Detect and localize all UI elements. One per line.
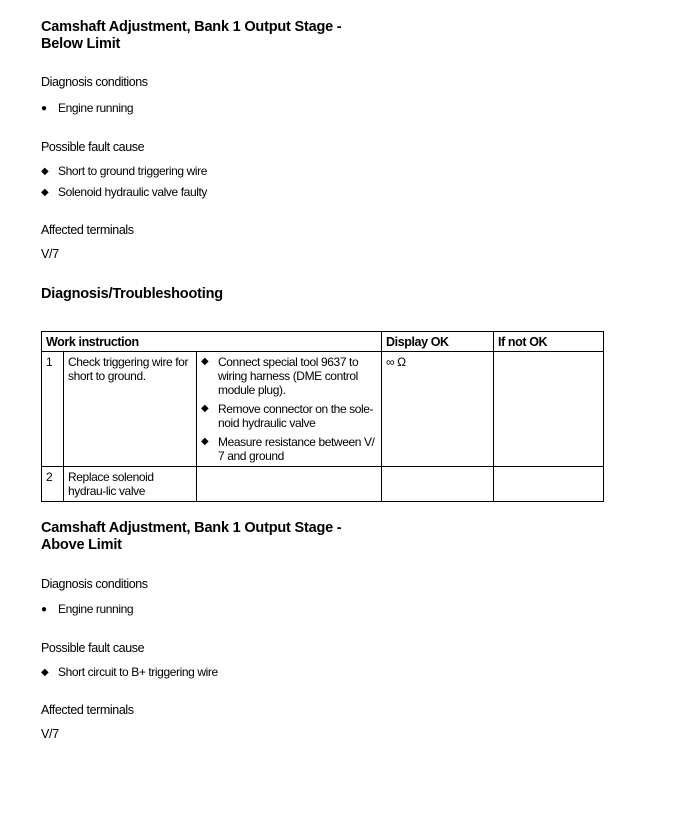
list-item-text: Engine running [58, 101, 134, 115]
action-item [201, 402, 377, 430]
section-1-fault-cause-item [41, 164, 207, 179]
section-2-diagnosis-conditions-label: Diagnosis conditions [41, 577, 148, 591]
bullet-diamond-icon: ◆ [201, 403, 209, 414]
list-item-text: Short to ground triggering wire [58, 164, 208, 178]
display-ok-value [382, 467, 494, 502]
section-2-terminals-value: V/7 [41, 727, 59, 741]
action-list [201, 355, 377, 463]
bullet-diamond-icon: ◆ [201, 436, 209, 447]
section-2-fault-cause-label: Possible fault cause [41, 641, 145, 655]
if-not-ok-value [494, 467, 604, 502]
section-2-diagnosis-condition-item [41, 602, 133, 617]
section-1-title: Camshaft Adjustment, Bank 1 Output Stage - Below Limit [41, 19, 342, 52]
section-2-fault-cause-item [41, 665, 218, 680]
step-number: 1 [42, 352, 64, 467]
action-text: Connect special tool 9637 to wiring harness (DME control module plug). [218, 355, 359, 397]
section-1-terminals-value: V/7 [41, 247, 59, 261]
table-header-row [42, 332, 604, 352]
troubleshooting-heading: Diagnosis/Troubleshooting [41, 286, 223, 302]
list-item-text: Short circuit to B+ triggering wire [58, 665, 218, 679]
bullet-dot-icon: ● [41, 604, 47, 615]
work-instruction-table [41, 331, 604, 502]
section-2-terminals-label: Affected terminals [41, 703, 134, 717]
bullet-diamond-icon: ◆ [41, 187, 49, 198]
table-row [42, 467, 604, 502]
list-item-text: Engine running [58, 602, 134, 616]
step-actions [197, 467, 382, 502]
header-if-not-ok: If not OK [494, 332, 604, 352]
bullet-diamond-icon: ◆ [201, 356, 209, 367]
bullet-dot-icon: ● [41, 103, 47, 114]
action-text: Measure resistance between V/ 7 and ground [218, 435, 375, 463]
step-number: 2 [42, 467, 64, 502]
step-description: Check triggering wire for short to ground. [64, 352, 197, 467]
section-2-title: Camshaft Adjustment, Bank 1 Output Stage - Above Limit [41, 520, 342, 553]
section-1-diagnosis-conditions-label: Diagnosis conditions [41, 75, 148, 89]
header-work-instruction: Work instruction [42, 332, 382, 352]
section-1-terminals-label: Affected terminals [41, 223, 134, 237]
list-item-text: Solenoid hydraulic valve faulty [58, 185, 208, 199]
step-actions [197, 352, 382, 467]
section-1-fault-cause-label: Possible fault cause [41, 140, 145, 154]
if-not-ok-value [494, 352, 604, 467]
header-display-ok: Display OK [382, 332, 494, 352]
action-text: Remove connector on the sole-noid hydraulic valve [218, 402, 374, 430]
bullet-diamond-icon: ◆ [41, 166, 49, 177]
action-item [201, 355, 377, 397]
section-1-diagnosis-condition-item [41, 101, 133, 116]
bullet-diamond-icon: ◆ [41, 667, 49, 678]
table-row [42, 352, 604, 467]
display-ok-value: ∞ Ω [382, 352, 494, 467]
action-item [201, 435, 377, 463]
section-1-fault-cause-item [41, 185, 207, 200]
step-description: Replace solenoid hydrau-lic valve [64, 467, 197, 502]
